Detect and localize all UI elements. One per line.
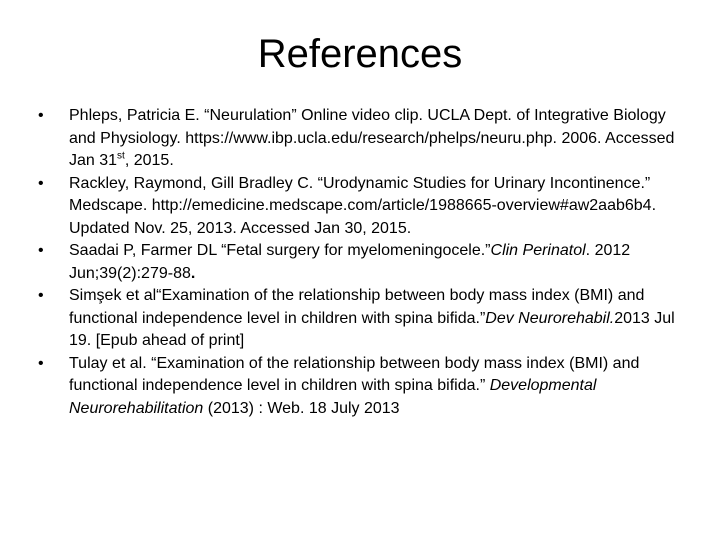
- reference-text-segment: , 2015.: [124, 152, 174, 169]
- bullet-marker: •: [38, 242, 44, 259]
- reference-text-segment: Developmental Neurorehabilitation: [69, 377, 601, 417]
- bullet-marker: •: [38, 354, 44, 372]
- reference-text-segment: Tulay et al. “Examination of the relationship between body mass index (BMI) and functional independence level in children with spina bifida.”: [69, 354, 644, 394]
- reference-text-segment: Phleps, Patricia E. “Neurulation” Online video clip. UCLA Dept. of Integrative Biology and Physiology. https://www.ibp.ucla.edu/research/phelps/neuru.php. 2006. Accessed Jan 31: [69, 107, 679, 169]
- reference-text-segment: Clin Perinatol: [490, 242, 586, 259]
- reference-item: [38, 285, 678, 353]
- reference-item: [38, 240, 678, 285]
- references-list: [38, 105, 678, 420]
- page-title: References: [257, 32, 463, 76]
- reference-text-segment: Dev Neurorehabil.: [485, 309, 615, 327]
- bullet-marker: •: [38, 174, 44, 192]
- reference-text-segment: .: [190, 264, 196, 282]
- reference-text-segment: Simşek et al“Examination of the relationship between body mass index (BMI) and functional independence level in children with spina bifida.”: [69, 287, 649, 327]
- reference-text-segment: . 2012 Jun;39(2):279-88: [69, 242, 635, 282]
- reference-text-segment: Saadai P, Farmer DL “Fetal surgery for myelomeningocele.”: [69, 242, 491, 259]
- reference-text-segment: (2013) : Web. 18 July 2013: [203, 399, 400, 417]
- reference-text-segment: st: [117, 150, 125, 162]
- reference-item: [38, 105, 678, 173]
- reference-text-segment: 2013 Jul 19. [Epub ahead of print]: [69, 309, 680, 349]
- bullet-marker: •: [38, 107, 44, 124]
- bullet-marker: •: [38, 287, 44, 304]
- reference-item: [38, 353, 678, 421]
- reference-text-segment: Rackley, Raymond, Gill Bradley C. “Urodynamic Studies for Urinary Incontinence.” Medscape. http://emedicine.medscape.com/article/1988665-overview#aw2aab6b4. Updated Nov. 25, 2013. Accessed Jan 30, 2015.: [69, 174, 661, 237]
- reference-item: [38, 173, 678, 241]
